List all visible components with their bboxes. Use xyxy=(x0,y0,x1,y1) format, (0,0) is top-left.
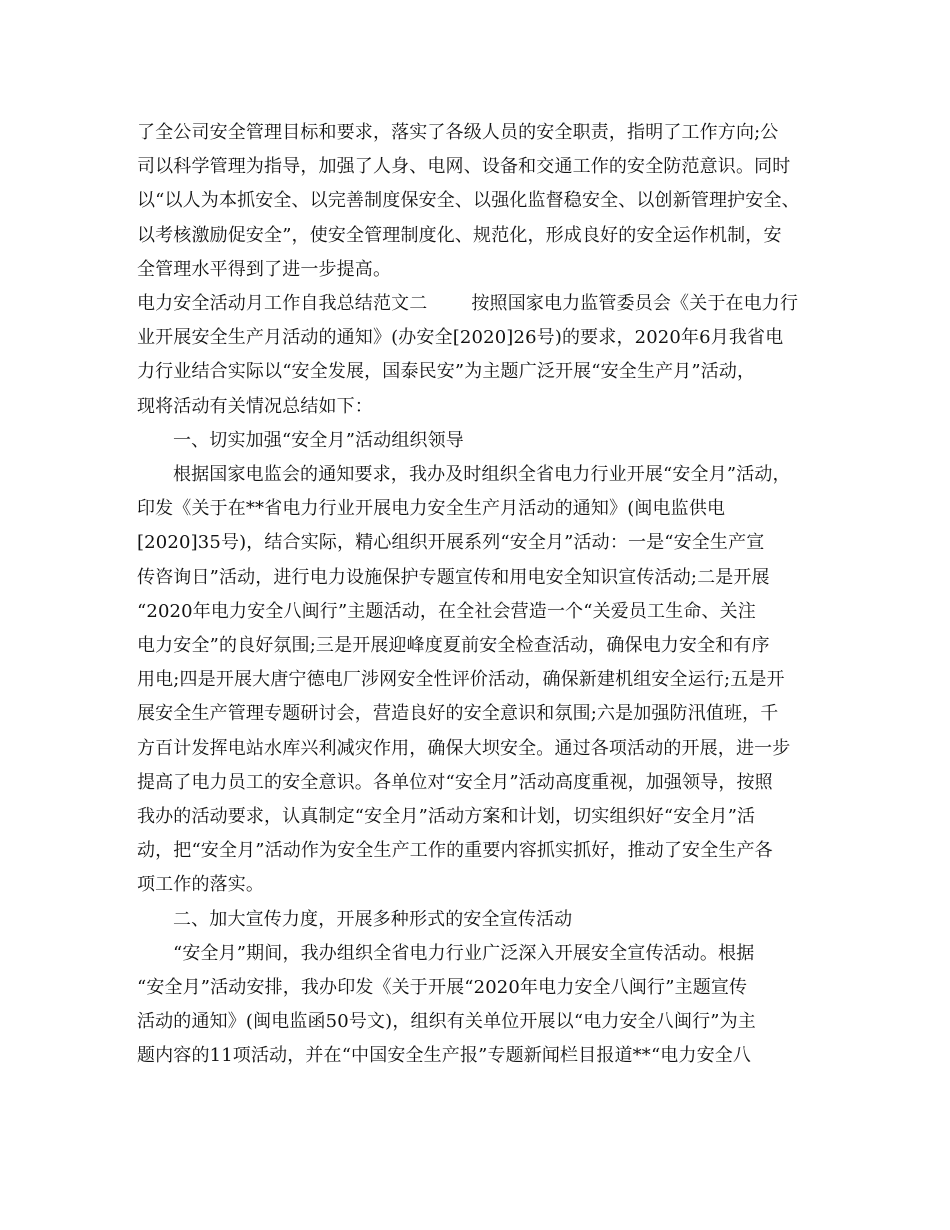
text-line: 力行业结合实际以“安全发展，国泰民安”为主题广泛开展“安全生产月”活动， xyxy=(137,361,756,383)
text-line: 提高了电力员工的安全意识。各单位对“安全月”活动高度重视，加强领导，按照 xyxy=(137,771,773,793)
text-line: 以考核激励促安全”，使安全管理制度化、规范化，形成良好的安全运作机制，安 xyxy=(137,224,782,246)
text-line: 用电;四是开展大唐宁德电厂涉网安全性评价活动，确保新建机组安全运行;五是开 xyxy=(137,669,785,691)
section-title: 电力安全活动月工作自我总结范文二 xyxy=(137,293,428,315)
text-line: 传咨询日”活动，进行电力设施保护专题宣传和用电安全知识宣传活动;二是开展 xyxy=(137,566,770,588)
paragraph-first-line: “安全月”期间，我办组织全省电力行业广泛深入开展安全宣传活动。根据 xyxy=(173,942,755,964)
heading-1: 一、切实加强“安全月”活动组织领导 xyxy=(173,429,464,451)
text-line: 全管理水平得到了进一步提高。 xyxy=(137,258,392,280)
text-line: “安全月”活动安排，我办印发《关于开展“2020年电力安全八闽行”主题宣传 xyxy=(137,977,748,999)
paragraph-first-line: 根据国家电监会的通知要求，我办及时组织全省电力行业开展“安全月”活动， xyxy=(173,464,791,486)
text-line: 题内容的11项活动，并在“中国安全生产报”专题新闻栏目报道**“电力安全八 xyxy=(137,1045,752,1067)
text-line: 现将活动有关情况总结如下： xyxy=(137,395,373,417)
text-line: 展安全生产管理专题研讨会，营造良好的安全意识和氛围;六是加强防汛值班，千 xyxy=(137,703,779,725)
text-line: “2020年电力安全八闽行”主题活动，在全社会营造一个“关爱员工生命、关注 xyxy=(137,600,756,622)
text-line: 项工作的落实。 xyxy=(137,874,265,896)
text-line: 方百计发挥电站水库兴利减灾作用，确保大坝安全。通过各项活动的开展，进一步 xyxy=(137,737,791,759)
text-line: 了全公司安全管理目标和要求，落实了各级人员的安全职责，指明了工作方向;公 xyxy=(137,122,779,143)
text-line: 我办的活动要求，认真制定“安全月”活动方案和计划，切实组织好“安全月”活 xyxy=(137,806,756,828)
text-line: 司以科学管理为指导，加强了人身、电网、设备和交通工作的安全防范意识。同时 xyxy=(137,156,791,178)
text-line: 业开展安全生产月活动的通知》(办安全[2020]26号)的要求，2020年6月我省电 xyxy=(137,327,784,349)
text-line: 以“以人为本抓安全、以完善制度保安全、以强化监督稳安全、以创新管理护安全、 xyxy=(137,190,800,212)
section-title-line xyxy=(137,287,827,321)
text-line: 活动的通知》(闽电监函50号文)，组织有关单位开展以“电力安全八闽行”为主 xyxy=(137,1011,756,1033)
heading-2: 二、加大宣传力度，开展多种形式的安全宣传活动 xyxy=(173,908,573,930)
text-line: 动，把“安全月”活动作为安全生产工作的重要内容抓实抓好，推动了安全生产各 xyxy=(137,840,773,862)
text-line: 电力安全”的良好氛围;三是开展迎峰度夏前安全检查活动，确保电力安全和有序 xyxy=(137,635,770,657)
text-line: [2020]35号)，结合实际，精心组织开展系列“安全月”活动：一是“安全生产宣 xyxy=(137,532,765,554)
text-line: 印发《关于在**省电力行业开展电力安全生产月活动的通知》(闽电监供电 xyxy=(137,498,726,520)
text-line-continuation: 按照国家电力监管委员会《关于在电力行 xyxy=(471,293,799,315)
document-body xyxy=(137,116,827,1074)
